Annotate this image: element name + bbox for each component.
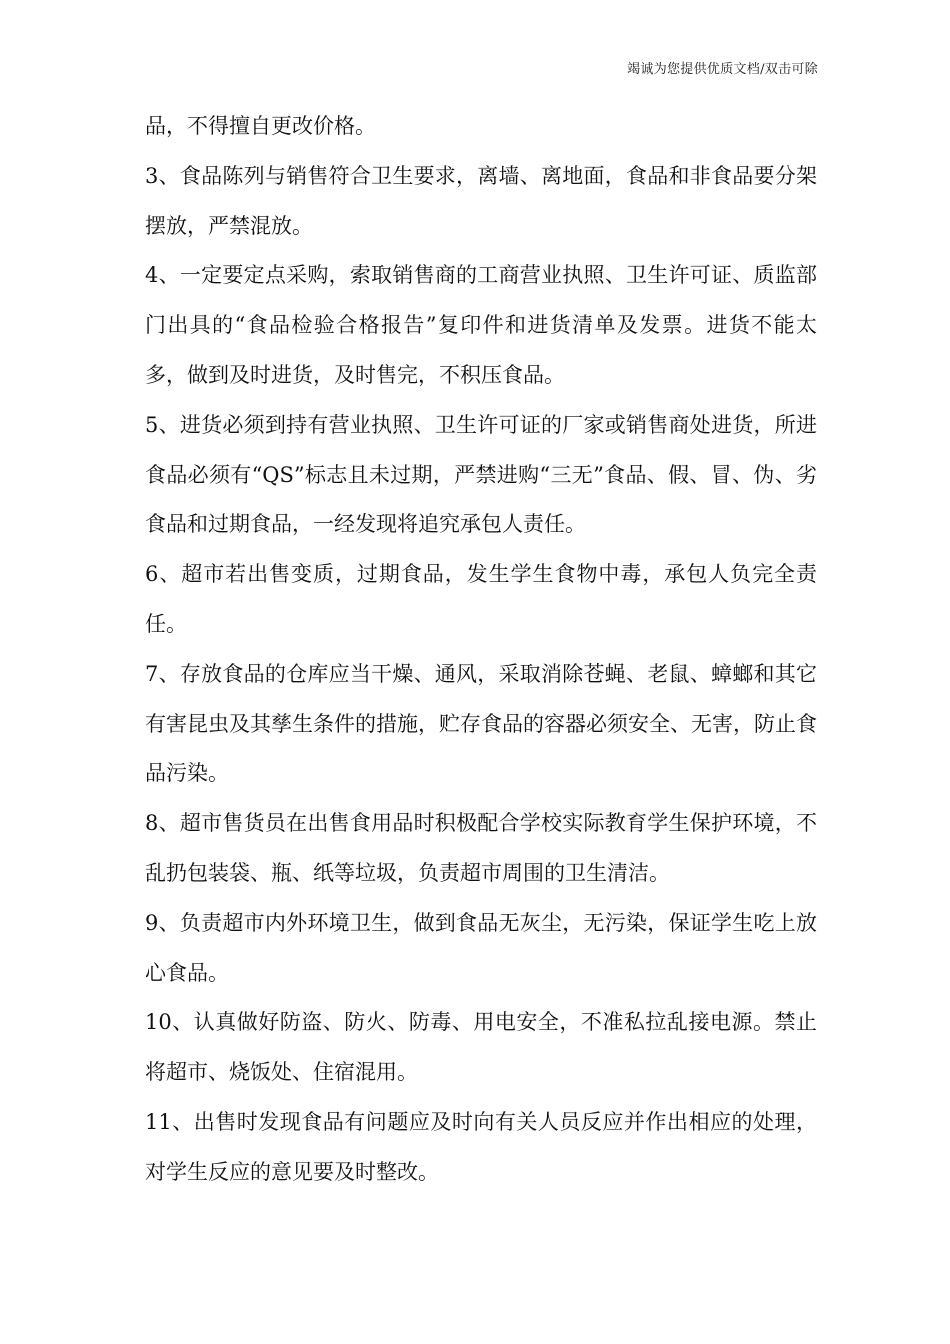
paragraph-item-9: 9、负责超市内外环境卫生，做到食品无灰尘，无污染，保证学生吃上放心食品。 (145, 910, 817, 985)
paragraph-continuation: 品，不得擅自更改价格。 (145, 114, 376, 138)
paragraph-item-7: 7、存放食品的仓库应当干燥、通风，采取消除苍蝇、老鼠、蟑螂和其它有害昆虫及其孳生条件的措施，贮存食品的容器必须安全、无害，防止食品污染。 (145, 661, 817, 786)
paragraph-item-10: 10、认真做好防盗、防火、防毒、用电安全，不准私拉乱接电源。禁止将超市、烧饭处、住宿混用。 (145, 1010, 817, 1085)
document-body (145, 102, 817, 1198)
header-note: 竭诚为您提供优质文档/双击可除 (627, 62, 818, 77)
paragraph-item-3: 3、食品陈列与销售符合卫生要求，离墙、离地面，食品和非食品要分架摆放，严禁混放。 (145, 163, 817, 238)
paragraph-item-11: 11、出售时发现食品有问题应及时向有关人员反应并作出相应的处理，对学生反应的意见要及时整改。 (145, 1109, 817, 1184)
paragraph-item-6: 6、超市若出售变质，过期食品，发生学生食物中毒，承包人负完全责任。 (145, 562, 817, 636)
paragraph-item-8: 8、超市售货员在出售食用品时积极配合学校实际教育学生保护环境，不乱扔包装袋、瓶、纸等垃圾，负责超市周围的卫生清洁。 (145, 811, 817, 885)
paragraph-item-4: 4、一定要定点采购，索取销售商的工商营业执照、卫生许可证、质监部门出具的“食品检验合格报告”复印件和进货清单及发票。进货不能太多，做到及时进货，及时售完，不积压食品。 (145, 263, 817, 387)
paragraph-item-5: 5、进货必须到持有营业执照、卫生许可证的厂家或销售商处进货，所进食品必须有“QS”标志且未过期，严禁进购“三无”食品、假、冒、伪、劣食品和过期食品，一经发现将追究承包人责任。 (145, 412, 817, 537)
